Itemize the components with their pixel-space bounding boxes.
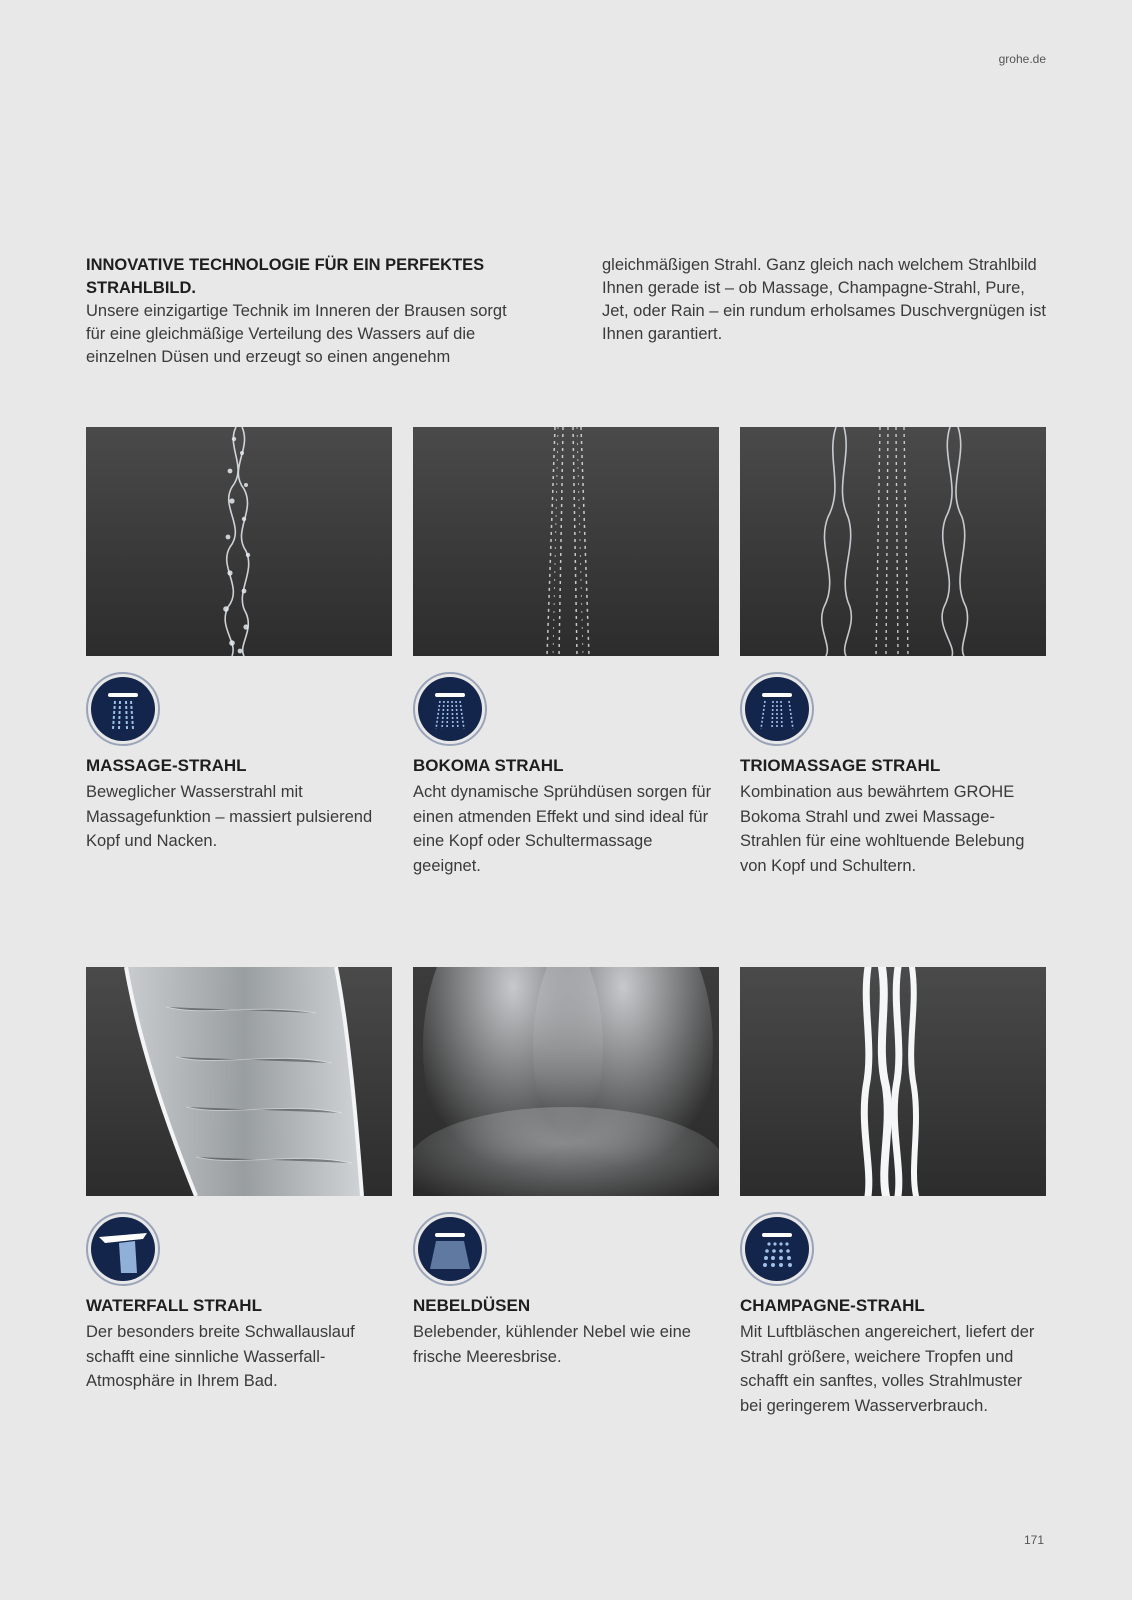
card-title: BOKOMA STRAHL [413, 756, 564, 775]
card-triomassage [740, 427, 1046, 878]
waterfall-jet-photo [86, 967, 392, 1196]
massage-jet-photo [86, 427, 392, 656]
intro-right-column [602, 254, 1046, 369]
card-text: Kombination aus bewährtem GROHE Bokoma Strahl und zwei Massage-Strahlen für eine wohltuende Belebung von Kopf und Schultern. [740, 783, 1025, 875]
spray-row-1 [86, 427, 1047, 878]
waterfall-jet-graphic [86, 967, 392, 1196]
card-title: MASSAGE-STRAHL [86, 756, 247, 775]
massage-spray-icon-graphic [91, 677, 155, 741]
waterfall-spray-icon-face [91, 1217, 155, 1281]
mist-jet-graphic [413, 967, 719, 1196]
intro-left-text: Unsere einzigartige Technik im Inneren der Brausen sorgt für eine gleichmäßige Verteilung des Wassers auf die einzelnen Düsen und erzeugt so einen angenehm [86, 302, 507, 366]
massage-spray-icon [86, 672, 160, 746]
bokoma-spray-icon [413, 672, 487, 746]
bokoma-jet-graphic [413, 427, 719, 656]
massage-spray-icon-face [91, 677, 155, 741]
massage-jet-graphic [86, 427, 392, 656]
intro-heading: INNOVATIVE TECHNOLOGIE FÜR EIN PERFEKTES STRAHLBILD. [86, 256, 485, 297]
card-champagne [740, 967, 1046, 1418]
intro-right-text: gleichmäßigen Strahl. Ganz gleich nach welchem Strahlbild Ihnen gerade ist – ob Massage, Champagne-Strahl, Pure, Jet, oder Rain – ein rundum erholsames Duschvergnügen ist Ihnen garantiert. [602, 256, 1046, 343]
intro-section [86, 254, 1046, 369]
site-url: grohe.de [998, 52, 1046, 66]
card-massage [86, 427, 392, 878]
mist-jet-photo [413, 967, 719, 1196]
card-text: Beweglicher Wasserstrahl mit Massagefunktion – massiert pulsierend Kopf und Nacken. [86, 783, 373, 850]
triomassage-jet-graphic [740, 427, 1046, 656]
card-title: NEBELDÜSEN [413, 1296, 531, 1315]
spray-row-2 [86, 967, 1047, 1418]
card-mist [413, 967, 719, 1418]
card-text: Belebender, kühlender Nebel wie eine frische Meeresbrise. [413, 1323, 691, 1366]
page-number: 171 [1023, 1533, 1044, 1547]
triomassage-spray-icon-face [745, 677, 809, 741]
champagne-jet-photo [740, 967, 1046, 1196]
mist-spray-icon [413, 1212, 487, 1286]
intro-left-column [86, 254, 530, 369]
champagne-spray-icon-face [745, 1217, 809, 1281]
card-title: TRIOMASSAGE STRAHL [740, 756, 941, 775]
card-bokoma [413, 427, 719, 878]
bokoma-spray-icon-graphic [418, 677, 482, 741]
card-waterfall [86, 967, 392, 1418]
bokoma-jet-photo [413, 427, 719, 656]
waterfall-spray-icon-graphic [91, 1217, 155, 1281]
champagne-spray-icon-graphic [745, 1217, 809, 1281]
champagne-spray-icon [740, 1212, 814, 1286]
mist-spray-icon-face [418, 1217, 482, 1281]
champagne-jet-graphic [740, 967, 1046, 1196]
triomassage-spray-icon-graphic [745, 677, 809, 741]
waterfall-spray-icon [86, 1212, 160, 1286]
card-text: Acht dynamische Sprühdüsen sorgen für einen atmenden Effekt und sind ideal für eine Kopf oder Schultermassage geeignet. [413, 783, 712, 875]
card-text: Mit Luftbläschen angereichert, liefert der Strahl größere, weichere Tropfen und schafft ein sanftes, volles Strahlmuster bei geringerem Wasserverbrauch. [740, 1323, 1035, 1415]
triomassage-spray-icon [740, 672, 814, 746]
mist-spray-icon-graphic [418, 1217, 482, 1281]
triomassage-jet-photo [740, 427, 1046, 656]
card-text: Der besonders breite Schwallauslauf schafft eine sinnliche Wasserfall-Atmosphäre in Ihrem Bad. [86, 1323, 355, 1390]
card-title: CHAMPAGNE-STRAHL [740, 1296, 925, 1315]
bokoma-spray-icon-face [418, 677, 482, 741]
card-title: WATERFALL STRAHL [86, 1296, 262, 1315]
